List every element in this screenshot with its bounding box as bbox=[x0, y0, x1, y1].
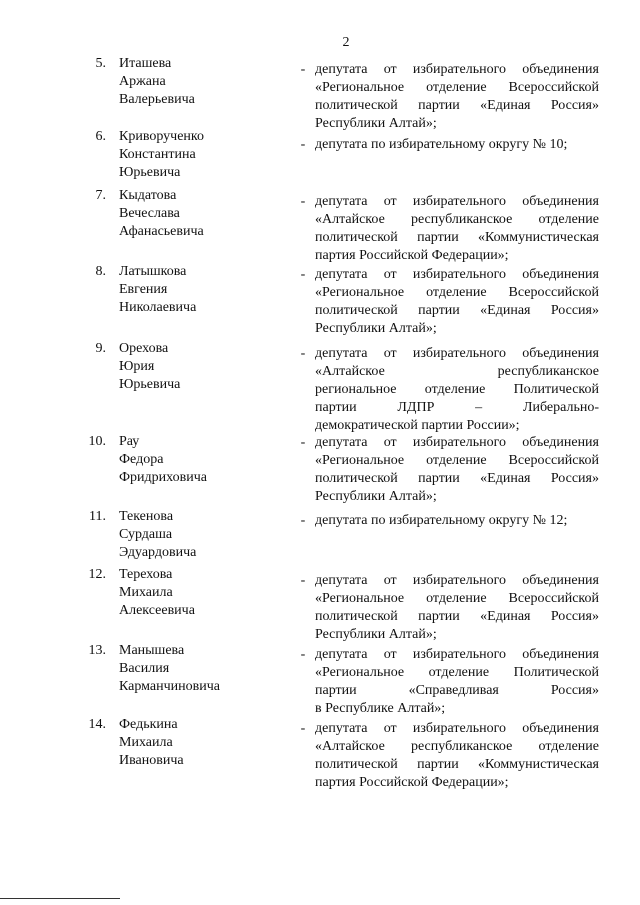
first-name: Сурдаша bbox=[119, 527, 173, 542]
mandate-description bbox=[315, 512, 599, 530]
item-number: 14. bbox=[88, 717, 106, 732]
patronymic: Ивановича bbox=[119, 753, 184, 768]
dash: - bbox=[300, 346, 306, 361]
surname: Текенова bbox=[119, 509, 174, 524]
surname: Орехова bbox=[119, 341, 169, 356]
dash: - bbox=[300, 62, 306, 77]
first-name: Аржана bbox=[119, 74, 166, 89]
first-name: Евгения bbox=[119, 282, 168, 297]
mandate-description bbox=[315, 572, 599, 644]
dash: - bbox=[300, 267, 306, 282]
dash: - bbox=[300, 137, 306, 152]
surname: Иташева bbox=[119, 56, 172, 71]
item-number: 11. bbox=[89, 509, 106, 524]
patronymic: Юрьевича bbox=[119, 165, 181, 180]
desc-line: «Региональное отделение Всероссийской bbox=[315, 591, 599, 606]
desc-line: политической партии «Коммунистическая bbox=[315, 757, 599, 772]
desc-line: депутата от избирательного объединения bbox=[315, 194, 599, 209]
person-name bbox=[119, 263, 289, 317]
patronymic: Юрьевича bbox=[119, 377, 181, 392]
first-name: Константина bbox=[119, 147, 196, 162]
person-name bbox=[119, 716, 289, 770]
first-name: Михаила bbox=[119, 735, 173, 750]
mandate-description bbox=[315, 434, 599, 506]
desc-line: «Алтайское республиканское bbox=[315, 364, 599, 379]
footer-rule bbox=[0, 898, 120, 899]
person-name bbox=[119, 187, 289, 241]
first-name: Василия bbox=[119, 661, 170, 676]
desc-line: политической партии «Единая Россия» bbox=[315, 471, 599, 486]
desc-line: партия Российской Федерации»; bbox=[315, 248, 509, 263]
dash: - bbox=[300, 721, 306, 736]
desc-line: Республики Алтай»; bbox=[315, 116, 437, 131]
item-number: 8. bbox=[95, 264, 106, 279]
desc-line: «Региональное отделение Всероссийской bbox=[315, 453, 599, 468]
surname: Рау bbox=[119, 434, 140, 449]
surname: Кыдатова bbox=[119, 188, 177, 203]
person-name bbox=[119, 433, 289, 487]
person-name bbox=[119, 55, 289, 109]
item-number: 9. bbox=[95, 341, 106, 356]
dash: - bbox=[300, 435, 306, 450]
desc-line: депутата от избирательного объединения bbox=[315, 267, 599, 282]
desc-line: партии ЛДПР – Либерально- bbox=[315, 400, 599, 415]
item-number: 10. bbox=[88, 434, 106, 449]
dash: - bbox=[300, 513, 306, 528]
desc-line: «Региональное отделение Всероссийской bbox=[315, 80, 599, 95]
desc-line: Республики Алтай»; bbox=[315, 321, 437, 336]
mandate-description bbox=[315, 345, 599, 435]
desc-line: политической партии «Единая Россия» bbox=[315, 98, 599, 113]
desc-line: депутата от избирательного объединения bbox=[315, 435, 599, 450]
surname: Криворученко bbox=[119, 129, 204, 144]
person-name bbox=[119, 128, 289, 182]
patronymic: Валерьевича bbox=[119, 92, 195, 107]
person-name bbox=[119, 642, 289, 696]
desc-line: депутата от избирательного объединения bbox=[315, 573, 599, 588]
patronymic: Карманчиновича bbox=[119, 679, 221, 694]
desc-line: политической партии «Коммунистическая bbox=[315, 230, 599, 245]
desc-line: в Республике Алтай»; bbox=[315, 701, 446, 716]
patronymic: Афанасьевича bbox=[119, 224, 204, 239]
desc-line: демократической партии России»; bbox=[315, 418, 520, 433]
desc-line: Республики Алтай»; bbox=[315, 489, 437, 504]
dash: - bbox=[300, 647, 306, 662]
page-number: 2 bbox=[342, 35, 350, 50]
dash: - bbox=[300, 194, 306, 209]
mandate-description bbox=[315, 61, 599, 133]
person-name bbox=[119, 566, 289, 620]
first-name: Михаила bbox=[119, 585, 173, 600]
desc-line: депутата от избирательного объединения bbox=[315, 721, 599, 736]
first-name: Вечеслава bbox=[119, 206, 180, 221]
mandate-description bbox=[315, 266, 599, 338]
desc-line: депутата от избирательного объединения bbox=[315, 62, 599, 77]
patronymic: Эдуардовича bbox=[119, 545, 197, 560]
desc-line: партия Российской Федерации»; bbox=[315, 775, 509, 790]
surname: Манышева bbox=[119, 643, 185, 658]
item-number: 7. bbox=[95, 188, 106, 203]
desc-line: депутата по избирательному округу № 12; bbox=[315, 513, 568, 528]
desc-line: Республики Алтай»; bbox=[315, 627, 437, 642]
desc-line: депутата от избирательного объединения bbox=[315, 647, 599, 662]
mandate-description bbox=[315, 193, 599, 265]
patronymic: Николаевича bbox=[119, 300, 197, 315]
first-name: Юрия bbox=[119, 359, 155, 374]
item-number: 13. bbox=[88, 643, 106, 658]
desc-line: депутата от избирательного объединения bbox=[315, 346, 599, 361]
patronymic: Фридриховича bbox=[119, 470, 207, 485]
desc-line: политической партии «Единая Россия» bbox=[315, 303, 599, 318]
person-name bbox=[119, 508, 289, 562]
surname: Латышкова bbox=[119, 264, 187, 279]
desc-line: депутата по избирательному округу № 10; bbox=[315, 137, 568, 152]
item-number: 12. bbox=[88, 567, 106, 582]
patronymic: Алексеевича bbox=[119, 603, 195, 618]
desc-line: политической партии «Единая Россия» bbox=[315, 609, 599, 624]
item-number: 5. bbox=[95, 56, 106, 71]
desc-line: региональное отделение Политической bbox=[315, 382, 599, 397]
desc-line: «Региональное отделение Всероссийской bbox=[315, 285, 599, 300]
person-name bbox=[119, 340, 289, 394]
item-number: 6. bbox=[95, 129, 106, 144]
surname: Федькина bbox=[119, 717, 178, 732]
mandate-description bbox=[315, 646, 599, 718]
desc-line: «Алтайское республиканское отделение bbox=[315, 739, 599, 754]
surname: Терехова bbox=[119, 567, 173, 582]
mandate-description bbox=[315, 136, 599, 154]
dash: - bbox=[300, 573, 306, 588]
desc-line: партии «Справедливая Россия» bbox=[315, 683, 599, 698]
desc-line: «Алтайское республиканское отделение bbox=[315, 212, 599, 227]
desc-line: «Региональное отделение Политической bbox=[315, 665, 599, 680]
first-name: Федора bbox=[119, 452, 164, 467]
mandate-description bbox=[315, 720, 599, 792]
